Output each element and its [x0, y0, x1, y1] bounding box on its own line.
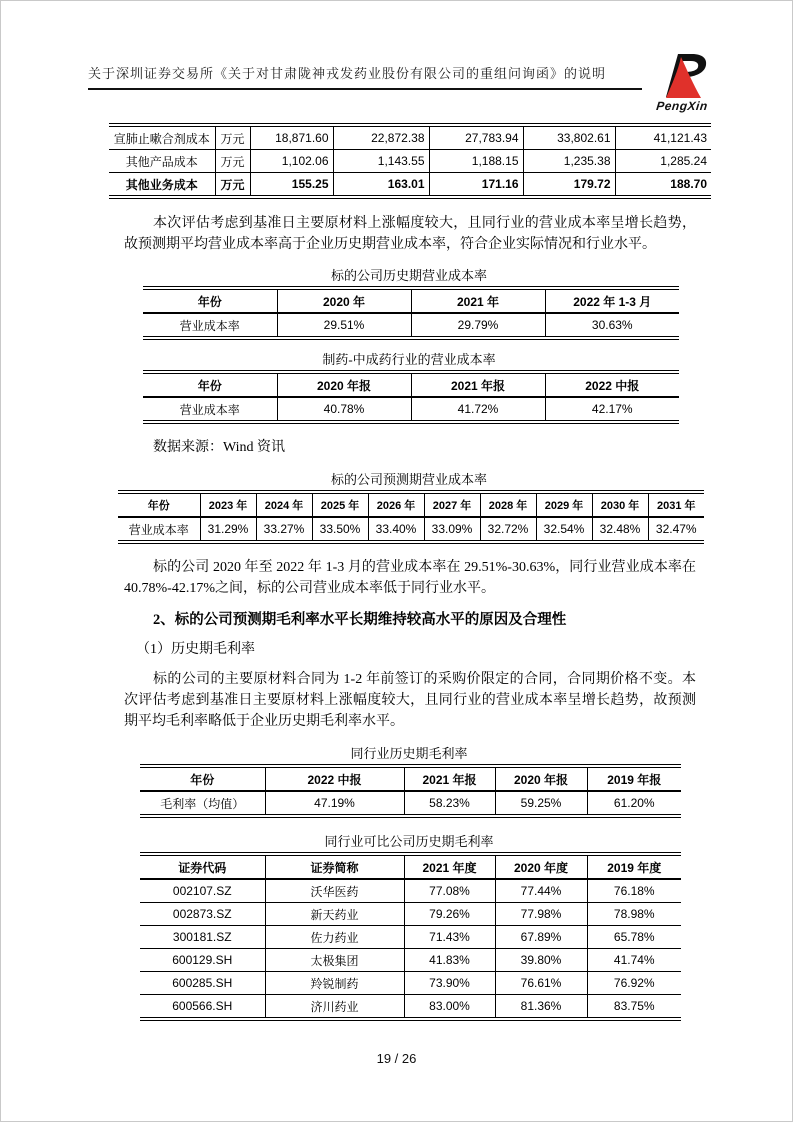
- metric-label-cell: 营业成本率: [118, 517, 200, 542]
- value-cell: 179.72: [523, 173, 615, 198]
- metric-value-cell: 79.26%: [404, 903, 495, 926]
- metric-value-cell: 81.36%: [495, 995, 587, 1020]
- value-cell: 1,143.55: [333, 150, 429, 173]
- metric-value-cell: 76.18%: [587, 879, 681, 903]
- cost-continuation-table: [109, 123, 711, 199]
- company-cell: 太极集团: [265, 949, 404, 972]
- value-cell: 188.70: [615, 173, 711, 198]
- year-header-cell: 2026 年: [368, 492, 424, 517]
- value-cell: 1,188.15: [429, 150, 523, 173]
- year-header-cell: 2019 年报: [587, 766, 681, 791]
- table-header-row: [143, 288, 679, 313]
- metric-value-cell: 83.00%: [404, 995, 495, 1020]
- metric-value-cell: 41.72%: [411, 397, 545, 422]
- table-row: [143, 313, 679, 338]
- table-header-row: [118, 492, 704, 517]
- year-header-cell: 2030 年: [592, 492, 648, 517]
- value-cell: 163.01: [333, 173, 429, 198]
- table-row-total: [109, 173, 711, 198]
- ticker-cell: 600129.SH: [140, 949, 265, 972]
- year-header-cell: 2020 年报: [277, 372, 411, 397]
- value-cell: 18,871.60: [250, 125, 333, 150]
- value-cell: 1,235.38: [523, 150, 615, 173]
- metric-value-cell: 32.54%: [536, 517, 592, 542]
- page-number: 19 / 26: [376, 1051, 417, 1066]
- year-header-cell: 2023 年: [200, 492, 256, 517]
- industry-cost-table: [143, 370, 679, 424]
- metric-value-cell: 58.23%: [404, 791, 495, 816]
- metric-value-cell: 32.48%: [592, 517, 648, 542]
- year-header-cell: 年份: [118, 492, 200, 517]
- table-row: [140, 926, 681, 949]
- table-row: [143, 397, 679, 422]
- table-row: [140, 903, 681, 926]
- metric-value-cell: 76.92%: [587, 972, 681, 995]
- company-cell: 济川药业: [265, 995, 404, 1020]
- ticker-cell: 600285.SH: [140, 972, 265, 995]
- metric-value-cell: 29.51%: [277, 313, 411, 338]
- company-cell: 羚锐制药: [265, 972, 404, 995]
- metric-value-cell: 39.80%: [495, 949, 587, 972]
- logo-r-icon: [654, 51, 710, 101]
- header-title: 关于深圳证券交易所《关于对甘肃陇神戎发药业股份有限公司的重组问询函》的说明: [88, 66, 607, 81]
- column-header-cell: 2021 年度: [404, 854, 495, 879]
- metric-value-cell: 67.89%: [495, 926, 587, 949]
- paragraph-cost-range: 标的公司 2020 年至 2022 年 1-3 月的营业成本率在 29.51%-30.63%，同行业营业成本率在 40.78%-42.17%之间，标的公司营业成本率低于同行业水平。: [124, 560, 696, 596]
- metric-value-cell: 77.44%: [495, 879, 587, 903]
- metric-value-cell: 32.47%: [648, 517, 704, 542]
- metric-value-cell: 42.17%: [545, 397, 679, 422]
- data-source-note: 数据来源：Wind 资讯: [153, 440, 286, 455]
- subsection-heading-1: （1）历史期毛利率: [136, 642, 255, 657]
- metric-value-cell: 41.83%: [404, 949, 495, 972]
- metric-value-cell: 73.90%: [404, 972, 495, 995]
- table-caption: 同行业可比公司历史期毛利率: [324, 834, 494, 849]
- metric-value-cell: 29.79%: [411, 313, 545, 338]
- metric-value-cell: 33.50%: [312, 517, 368, 542]
- column-header-cell: 证券简称: [265, 854, 404, 879]
- metric-value-cell: 30.63%: [545, 313, 679, 338]
- hist-cost-table: [143, 286, 679, 340]
- year-header-cell: 2020 年: [277, 288, 411, 313]
- metric-value-cell: 33.40%: [368, 517, 424, 542]
- unit-cell: 万元: [215, 125, 250, 150]
- column-header-cell: 2019 年度: [587, 854, 681, 879]
- metric-label-cell: 营业成本率: [143, 397, 277, 422]
- value-cell: 33,802.61: [523, 125, 615, 150]
- year-header-cell: 2028 年: [480, 492, 536, 517]
- table-row: [140, 995, 681, 1020]
- metric-value-cell: 78.98%: [587, 903, 681, 926]
- company-cell: 新天药业: [265, 903, 404, 926]
- metric-label-cell: 营业成本率: [143, 313, 277, 338]
- metric-value-cell: 76.61%: [495, 972, 587, 995]
- metric-value-cell: 40.78%: [277, 397, 411, 422]
- year-header-cell: 2025 年: [312, 492, 368, 517]
- row-label-cell: 其他业务成本: [109, 173, 215, 198]
- unit-cell: 万元: [215, 150, 250, 173]
- table-row: [118, 517, 704, 542]
- year-header-cell: 2029 年: [536, 492, 592, 517]
- metric-value-cell: 33.27%: [256, 517, 312, 542]
- table-caption: 标的公司预测期营业成本率: [330, 472, 487, 487]
- ticker-cell: 600566.SH: [140, 995, 265, 1020]
- year-header-cell: 2024 年: [256, 492, 312, 517]
- paragraph-cost-conclusion: 本次评估考虑到基准日主要原材料上涨幅度较大，且同行业的营业成本率呈增长趋势，故预测期平均营业成本率高于企业历史期营业成本率，符合企业实际情况和行业水平。: [124, 216, 696, 252]
- column-header-cell: 证券代码: [140, 854, 265, 879]
- column-header-cell: 2020 年度: [495, 854, 587, 879]
- metric-value-cell: 31.29%: [200, 517, 256, 542]
- pengxin-logo: [651, 51, 713, 113]
- year-header-cell: 年份: [143, 288, 277, 313]
- year-header-cell: 2031 年: [648, 492, 704, 517]
- metric-label-cell: 毛利率（均值）: [140, 791, 265, 816]
- table-caption: 同行业历史期毛利率: [350, 746, 468, 761]
- metric-value-cell: 41.74%: [587, 949, 681, 972]
- table-caption: 制药-中成药行业的营业成本率: [322, 352, 496, 367]
- forecast-cost-table: [118, 490, 704, 544]
- year-header-cell: 2021 年报: [411, 372, 545, 397]
- value-cell: 41,121.43: [615, 125, 711, 150]
- year-header-cell: 2027 年: [424, 492, 480, 517]
- metric-value-cell: 83.75%: [587, 995, 681, 1020]
- metric-value-cell: 32.72%: [480, 517, 536, 542]
- value-cell: 1,102.06: [250, 150, 333, 173]
- year-header-cell: 2022 中报: [265, 766, 404, 791]
- year-header-cell: 2021 年: [411, 288, 545, 313]
- year-header-cell: 2022 年 1-3 月: [545, 288, 679, 313]
- metric-value-cell: 71.43%: [404, 926, 495, 949]
- company-cell: 佐力药业: [265, 926, 404, 949]
- table-row: [140, 791, 681, 816]
- value-cell: 22,872.38: [333, 125, 429, 150]
- table-row: [109, 150, 711, 173]
- unit-cell: 万元: [215, 173, 250, 198]
- metric-value-cell: 47.19%: [265, 791, 404, 816]
- value-cell: 155.25: [250, 173, 333, 198]
- metric-value-cell: 77.98%: [495, 903, 587, 926]
- table-row: [109, 125, 711, 150]
- company-cell: 沃华医药: [265, 879, 404, 903]
- row-label-cell: 宣肺止嗽合剂成本: [109, 125, 215, 150]
- industry-margin-table: [140, 764, 681, 818]
- year-header-cell: 2020 年报: [495, 766, 587, 791]
- table-header-row: [140, 854, 681, 879]
- ticker-cell: 002107.SZ: [140, 879, 265, 903]
- table-header-row: [140, 766, 681, 791]
- metric-value-cell: 59.25%: [495, 791, 587, 816]
- metric-value-cell: 65.78%: [587, 926, 681, 949]
- section-heading-2: 2、标的公司预测期毛利率水平长期维持较高水平的原因及合理性: [153, 612, 567, 628]
- row-label-cell: 其他产品成本: [109, 150, 215, 173]
- year-header-cell: 2021 年报: [404, 766, 495, 791]
- metric-value-cell: 77.08%: [404, 879, 495, 903]
- paragraph-margin-explanation: 标的公司的主要原材料合同为 1-2 年前签订的采购价限定的合同，合同期价格不变。本次评估考虑到基准日主要原材料上涨幅度较大，且同行业的营业成本率呈增长趋势，故预测期平均毛利率略低于企业历史期毛利率水平。: [124, 672, 696, 729]
- logo-wordmark: PengXin: [655, 99, 709, 113]
- peer-margin-table: [140, 852, 681, 1021]
- year-header-cell: 年份: [140, 766, 265, 791]
- value-cell: 171.16: [429, 173, 523, 198]
- table-header-row: [143, 372, 679, 397]
- table-row: [140, 972, 681, 995]
- table-caption: 标的公司历史期营业成本率: [330, 268, 487, 283]
- metric-value-cell: 61.20%: [587, 791, 681, 816]
- metric-value-cell: 33.09%: [424, 517, 480, 542]
- page-header: [88, 51, 713, 113]
- value-cell: 1,285.24: [615, 150, 711, 173]
- table-row: [140, 949, 681, 972]
- value-cell: 27,783.94: [429, 125, 523, 150]
- table-row: [140, 879, 681, 903]
- year-header-cell: 年份: [143, 372, 277, 397]
- ticker-cell: 002873.SZ: [140, 903, 265, 926]
- year-header-cell: 2022 中报: [545, 372, 679, 397]
- ticker-cell: 300181.SZ: [140, 926, 265, 949]
- header-rule: [88, 63, 642, 90]
